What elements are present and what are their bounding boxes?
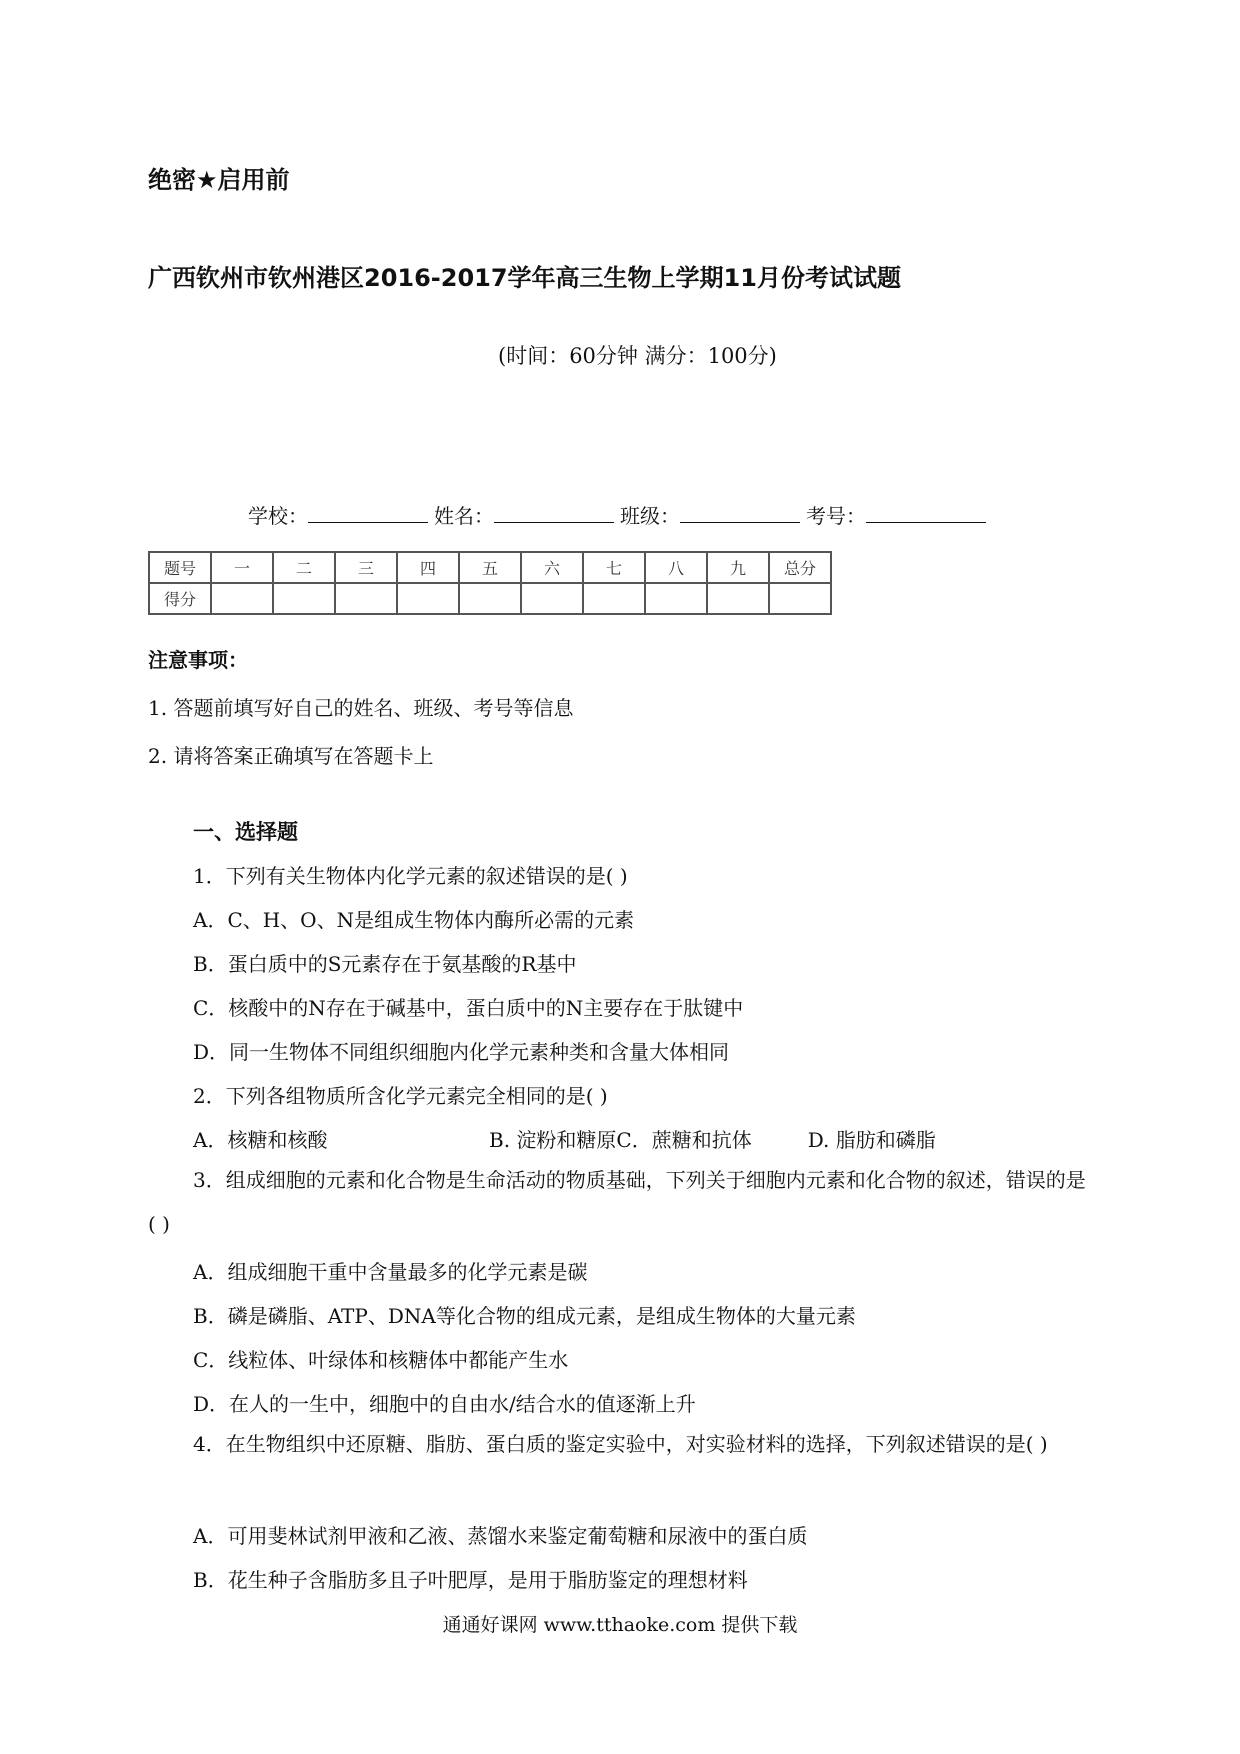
option-item: C．蔗糖和抗体 [616, 1128, 752, 1152]
school-blank[interactable] [308, 504, 428, 523]
class-label: 班级： [620, 504, 680, 528]
table-header-cell: 四 [397, 552, 459, 583]
confidential-label: 绝密★启用前 [148, 166, 290, 194]
question-stem: 3．组成细胞的元素和化合物是生命活动的物质基础，下列关于细胞内元素和化合物的叙述，错误的是( ) [148, 1168, 1086, 1236]
option-item: D．在人的一生中，细胞中的自由水/结合水的值逐渐上升 [193, 1392, 696, 1416]
exam-no-label: 考号： [806, 504, 866, 528]
exam-no-blank[interactable] [866, 504, 986, 523]
class-blank[interactable] [680, 504, 800, 523]
note-item: 1. 答题前填写好自己的姓名、班级、考号等信息 [148, 696, 574, 720]
option-item: D. 脂肪和磷脂 [807, 1128, 936, 1152]
option-item: B. 淀粉和糖原 [489, 1128, 617, 1152]
option-item: A．可用斐林试剂甲液和乙液、蒸馏水来鉴定葡萄糖和尿液中的蛋白质 [193, 1524, 808, 1548]
option-item: A．C、H、O、N是组成生物体内酶所必需的元素 [193, 908, 635, 932]
notes-heading: 注意事项： [148, 648, 248, 672]
table-header-cell: 一 [211, 552, 273, 583]
page-footer: 通通好课网 www.tthaoke.com 提供下载 [442, 1614, 798, 1636]
table-header-cell: 题号 [149, 552, 211, 583]
option-item: C．核酸中的N存在于碱基中，蛋白质中的N主要存在于肽键中 [193, 996, 744, 1020]
table-header-cell: 总分 [769, 552, 831, 583]
score-cell[interactable] [335, 583, 397, 614]
option-item: B．花生种子含脂肪多且子叶肥厚，是用于脂肪鉴定的理想材料 [193, 1568, 748, 1592]
score-cell[interactable] [459, 583, 521, 614]
option-item: B．蛋白质中的S元素存在于氨基酸的R基中 [193, 952, 577, 976]
table-header-cell: 五 [459, 552, 521, 583]
table-header-cell: 九 [707, 552, 769, 583]
name-blank[interactable] [494, 504, 614, 523]
score-cell[interactable] [397, 583, 459, 614]
time-score-info: (时间：60分钟 满分：100分) [498, 344, 777, 368]
option-item: A．核糖和核酸 [193, 1128, 328, 1152]
score-table-header-row [149, 552, 831, 583]
option-row [193, 1124, 936, 1153]
option-item: C．线粒体、叶绿体和核糖体中都能产生水 [193, 1348, 569, 1372]
question-stem: 2．下列各组物质所含化学元素完全相同的是( ) [193, 1084, 608, 1108]
score-cell[interactable] [583, 583, 645, 614]
table-header-cell: 六 [521, 552, 583, 583]
score-cell[interactable] [211, 583, 273, 614]
name-label: 姓名： [434, 504, 494, 528]
score-table [148, 551, 832, 615]
score-cell[interactable] [521, 583, 583, 614]
question-stem: 1．下列有关生物体内化学元素的叙述错误的是( ) [193, 864, 628, 888]
note-item: 2. 请将答案正确填写在答题卡上 [148, 744, 434, 768]
table-header-cell: 三 [335, 552, 397, 583]
score-cell[interactable] [645, 583, 707, 614]
exam-title: 广西钦州市钦州港区2016-2017学年高三生物上学期11月份考试试题 [148, 264, 901, 292]
score-cell[interactable] [273, 583, 335, 614]
student-info-row [248, 500, 992, 529]
school-label: 学校： [248, 504, 308, 528]
score-cell[interactable] [707, 583, 769, 614]
score-table-score-row [149, 583, 831, 614]
question-stem: 4．在生物组织中还原糖、脂肪、蛋白质的鉴定实验中，对实验材料的选择，下列叙述错误的是( ) [193, 1432, 1048, 1456]
table-header-cell: 七 [583, 552, 645, 583]
score-cell[interactable] [769, 583, 831, 614]
table-header-cell: 得分 [149, 583, 211, 614]
option-item: D．同一生物体不同组织细胞内化学元素种类和含量大体相同 [193, 1040, 730, 1064]
table-header-cell: 二 [273, 552, 335, 583]
table-header-cell: 八 [645, 552, 707, 583]
option-item: B．磷是磷脂、ATP、DNA等化合物的组成元素，是组成生物体的大量元素 [193, 1304, 856, 1328]
section-heading: 一、选择题 [193, 820, 298, 844]
option-item: A．组成细胞干重中含量最多的化学元素是碳 [193, 1260, 588, 1284]
